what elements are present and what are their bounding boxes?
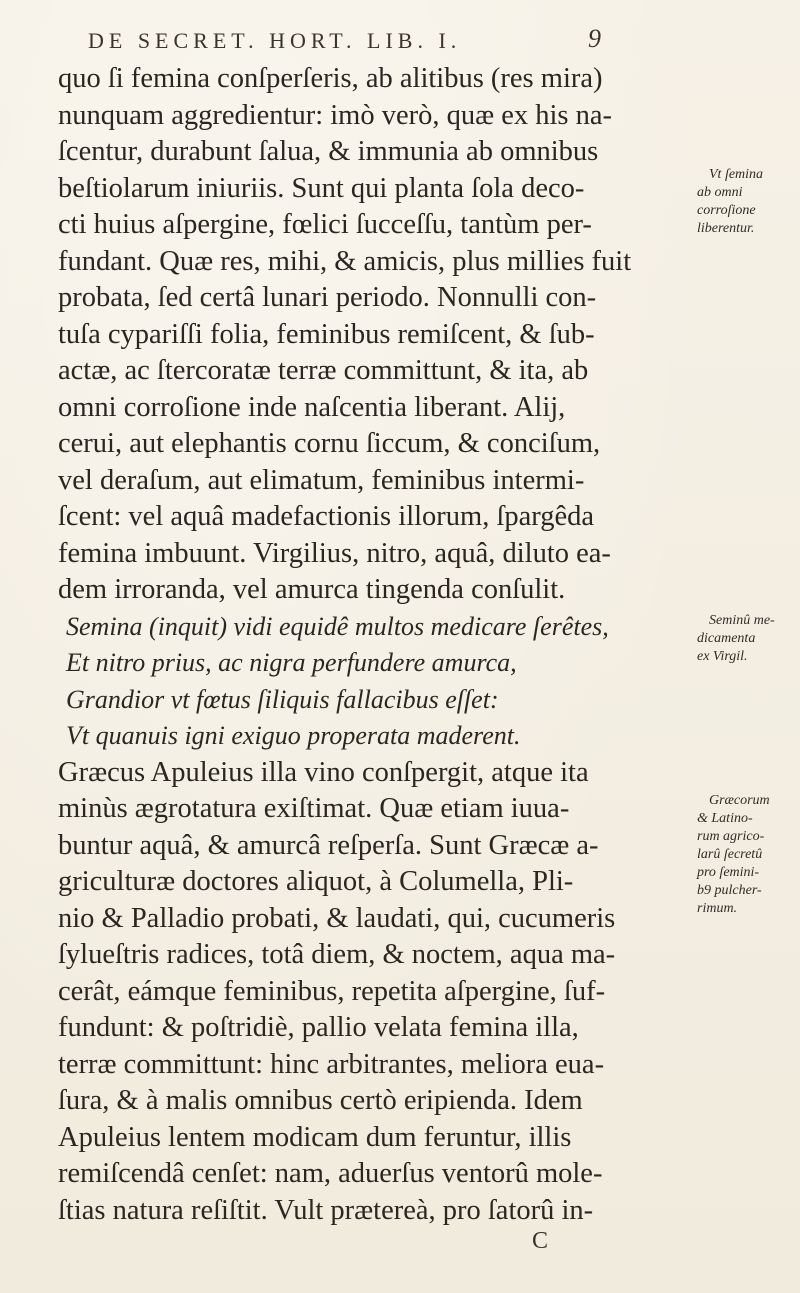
text-line: beſtiolarum iniuriis. Sunt qui planta ſola deco-	[58, 172, 585, 204]
text-line: nio & Palladio probati, & laudati, qui, cucumeris	[58, 902, 616, 934]
text-line: omni corroſione inde naſcentia liberant. Alij,	[58, 391, 566, 423]
text-line: ſura, & à malis omnibus certò eripienda. Idem	[58, 1085, 583, 1116]
text-line: dem irroranda, vel amurca tingenda conſulit.	[58, 574, 566, 605]
margin-note-line: dicamenta	[697, 631, 756, 646]
verse-line: Et nitro prius, ac nigra perfundere amurca,	[66, 648, 517, 677]
margin-note-line: b9 pulcher-	[697, 883, 762, 898]
text-line: cerui, aut elephantis cornu ſiccum, & conciſum,	[58, 428, 601, 459]
text-line: buntur aquâ, & amurcâ reſperſa. Sunt Græcæ a-	[58, 829, 599, 861]
verse-line: Semina (inquit) vidi equidê multos medicare ſerêtes,	[66, 611, 609, 641]
text-line: terræ committunt: hinc arbitrantes, meliora eua-	[58, 1048, 605, 1080]
text-line: ſcent: vel aquâ madefactionis illorum, ſpargêda	[58, 501, 595, 532]
text-line: fundant. Quæ res, mihi, & amicis, plus millies fuit	[58, 245, 632, 277]
margin-note-line: ab omni	[697, 185, 743, 200]
text-line: Apuleius lentem modicam dum feruntur, illis	[58, 1121, 572, 1153]
text-line: ſcentur, durabunt ſalua, & immunia ab omnibus	[58, 136, 599, 167]
page-number: 9	[588, 24, 601, 53]
margin-note-line: & Latino-	[697, 811, 753, 826]
text-line: remiſcendâ cenſet: nam, aduerſus ventorû mole-	[58, 1158, 603, 1189]
running-head	[88, 22, 648, 58]
margin-note-line: corroſione	[697, 203, 756, 218]
margin-note-line: larû ſecretû	[697, 847, 763, 862]
text-line: nunquam aggredientur: imò verò, quæ ex his na-	[58, 99, 613, 131]
verse-line: Vt quanuis igni exiguo properata maderent.	[66, 721, 521, 750]
text-line: Græcus Apuleius illa vino conſpergit, atque ita	[58, 756, 589, 788]
running-head-title: DE SECRET. HORT. LIB. I.	[88, 28, 462, 53]
text-line: minùs ægrotatura exiſtimat. Quæ etiam iuua-	[58, 793, 570, 824]
text-line: probata, ſed certâ lunari periodo. Nonnulli con-	[58, 282, 597, 313]
text-line: cti huius aſpergine, fœlici ſucceſſu, tantùm per-	[58, 209, 592, 240]
text-line: vel deraſum, aut elimatum, feminibus intermi-	[58, 464, 585, 496]
margin-note-line: ex Virgil.	[697, 649, 748, 664]
text-line: ſylueſtris radices, totâ diem, & noctem, aqua ma-	[58, 939, 616, 970]
text-line: quo ſi femina conſperſeris, ab alitibus (res mira)	[58, 63, 603, 94]
text-line: tuſa cypariſſi folia, feminibus remiſcent, & ſub-	[58, 318, 595, 350]
text-line: griculturæ doctores aliquot, à Columella, Pli-	[58, 866, 574, 897]
margin-note-line: Græcorum	[709, 793, 770, 808]
margin-note-line: rimum.	[697, 901, 738, 916]
margin-note-line: rum agrico-	[697, 829, 765, 844]
catchword: C	[532, 1228, 549, 1254]
text-line: femina imbuunt. Virgilius, nitro, aquâ, diluto ea-	[58, 537, 611, 569]
margin-note-line: Seminû me-	[709, 613, 775, 628]
margin-note-line: liberentur.	[697, 221, 755, 236]
text-line: fundunt: & poſtridiè, pallio velata femina illa,	[58, 1012, 579, 1043]
margin-note-line: Vt ſemina	[709, 167, 764, 182]
text-line: ſtias natura reſiſtit. Vult prætereà, pro ſatorû in-	[58, 1194, 594, 1226]
margin-note-line: pro ſemini-	[697, 865, 760, 880]
verse-line: Grandior vt fœtus ſiliquis fallacibus eſſet:	[66, 684, 499, 714]
text-line: cerât, eámque feminibus, repetita aſpergine, ſuf-	[58, 975, 606, 1007]
text-line: actæ, ac ſtercoratæ terræ committunt, & ita, ab	[58, 355, 589, 386]
